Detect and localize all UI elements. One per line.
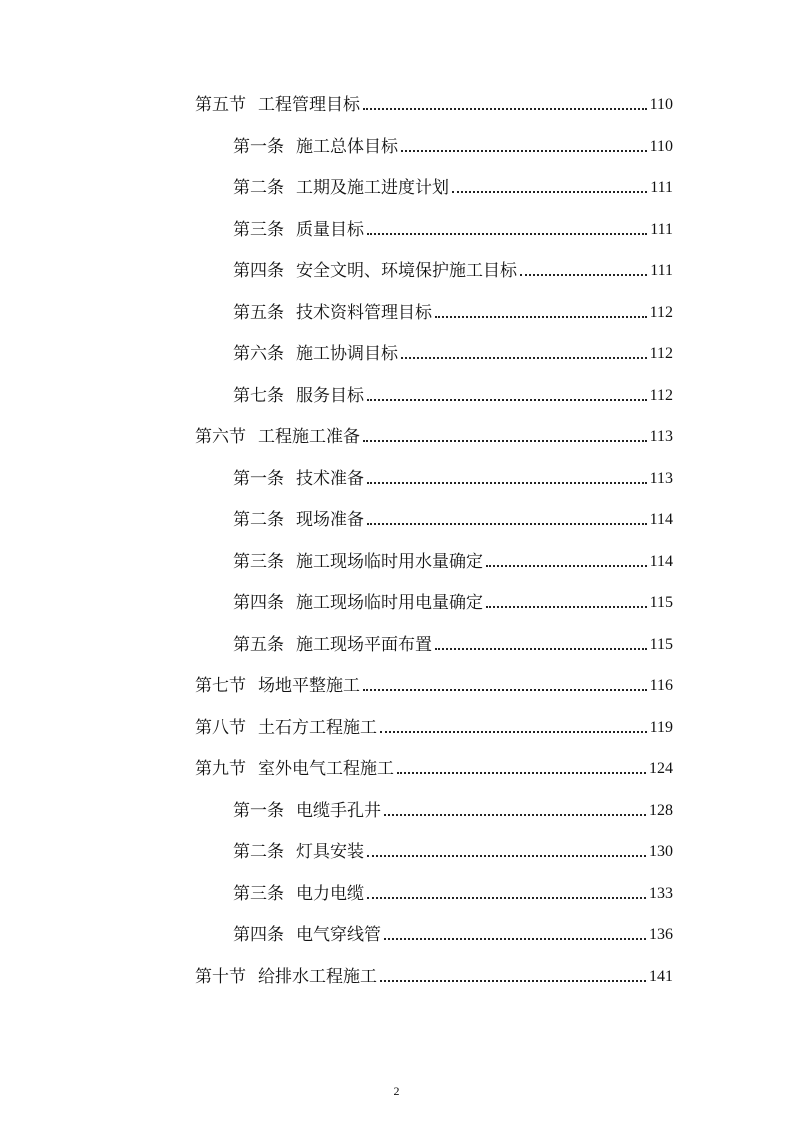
toc-entry-page: 113 (649, 428, 673, 445)
toc-entry[interactable] (233, 877, 673, 905)
toc-leader-dots (384, 814, 646, 816)
toc-entry-number: 第七节 (195, 676, 246, 696)
toc-entry[interactable] (195, 960, 673, 988)
toc-entry[interactable] (233, 918, 673, 946)
toc-entry-page: 112 (649, 345, 673, 362)
toc-leader-dots (363, 108, 647, 110)
toc-entry-page: 112 (649, 387, 673, 404)
toc-entry-title: 施工现场临时用电量确定 (296, 593, 483, 613)
toc-entry[interactable] (233, 835, 673, 863)
toc-entry[interactable] (233, 296, 673, 324)
toc-entry-title: 工程管理目标 (258, 95, 360, 115)
toc-leader-dots (486, 606, 647, 608)
toc-entry-title: 施工协调目标 (296, 344, 398, 364)
toc-leader-dots (397, 772, 646, 774)
toc-entry-page: 119 (649, 719, 673, 736)
toc-leader-dots (486, 565, 647, 567)
toc-entry[interactable] (195, 420, 673, 448)
toc-entry-title: 安全文明、环境保护施工目标 (296, 261, 517, 281)
toc-entry-title: 施工总体目标 (296, 137, 398, 157)
toc-entry-page: 110 (649, 138, 673, 155)
toc-leader-dots (380, 731, 647, 733)
toc-leader-dots (401, 150, 647, 152)
toc-leader-dots (384, 938, 646, 940)
toc-entry[interactable] (233, 254, 673, 282)
toc-entry[interactable] (233, 545, 673, 573)
toc-entry-page: 112 (649, 304, 673, 321)
toc-entry-title: 技术资料管理目标 (296, 303, 432, 323)
toc-leader-dots (367, 233, 647, 235)
toc-entry-title: 给排水工程施工 (258, 967, 377, 987)
toc-entry-title: 质量目标 (296, 220, 364, 240)
toc-entry-page: 128 (649, 802, 673, 819)
toc-leader-dots (401, 357, 647, 359)
toc-entry-number: 第七条 (233, 386, 284, 406)
toc-entry-page: 124 (649, 760, 673, 777)
toc-entry[interactable] (195, 669, 673, 697)
toc-entry-number: 第三条 (233, 884, 284, 904)
toc-entry-number: 第四条 (233, 261, 284, 281)
toc-entry-number: 第六条 (233, 344, 284, 364)
toc-leader-dots (520, 274, 647, 276)
toc-entry-number: 第二条 (233, 510, 284, 530)
toc-entry-title: 施工现场临时用水量确定 (296, 552, 483, 572)
toc-leader-dots (435, 316, 647, 318)
toc-entry-page: 116 (649, 677, 673, 694)
toc-entry-page: 130 (649, 843, 673, 860)
toc-entry[interactable] (195, 711, 673, 739)
toc-entry[interactable] (233, 337, 673, 365)
toc-entry[interactable] (195, 88, 673, 116)
toc-leader-dots (435, 648, 647, 650)
toc-entry-page: 113 (649, 470, 673, 487)
toc-leader-dots (452, 191, 647, 193)
toc-entry-page: 111 (650, 179, 673, 196)
page-number: 2 (393, 1084, 400, 1098)
toc-entry-number: 第三条 (233, 552, 284, 572)
toc-entry-number: 第五节 (195, 95, 246, 115)
toc-leader-dots (363, 440, 647, 442)
toc-entry-number: 第四条 (233, 925, 284, 945)
toc-entry[interactable] (233, 171, 673, 199)
toc-entry[interactable] (233, 794, 673, 822)
toc-entry-title: 室外电气工程施工 (258, 759, 394, 779)
toc-entry-page: 141 (649, 968, 673, 985)
toc-entry-page: 114 (649, 511, 673, 528)
toc-leader-dots (367, 399, 647, 401)
toc-entry[interactable] (233, 503, 673, 531)
toc-entry[interactable] (233, 379, 673, 407)
toc-leader-dots (367, 482, 647, 484)
toc-entry[interactable] (233, 628, 673, 656)
toc-entry[interactable] (233, 586, 673, 614)
toc-entry-number: 第二条 (233, 842, 284, 862)
toc-entry-title: 电气穿线管 (296, 925, 381, 945)
toc-entry[interactable] (233, 130, 673, 158)
toc-entry-number: 第四条 (233, 593, 284, 613)
toc-entry-title: 灯具安装 (296, 842, 364, 862)
toc-entry-title: 施工现场平面布置 (296, 635, 432, 655)
toc-entry-number: 第五条 (233, 635, 284, 655)
toc-entry-page: 111 (650, 221, 673, 238)
toc-entry-page: 133 (649, 885, 673, 902)
toc-entry-number: 第三条 (233, 220, 284, 240)
toc-entry-title: 电缆手孔井 (296, 801, 381, 821)
toc-entry[interactable] (233, 462, 673, 490)
toc-entry-title: 土石方工程施工 (258, 718, 377, 738)
toc-leader-dots (380, 980, 646, 982)
toc-entry-number: 第一条 (233, 469, 284, 489)
toc-entry-title: 工程施工准备 (258, 427, 360, 447)
toc-leader-dots (367, 855, 646, 857)
toc-entry-title: 电力电缆 (296, 884, 364, 904)
toc-entry-title: 工期及施工进度计划 (296, 178, 449, 198)
toc-entry-title: 场地平整施工 (258, 676, 360, 696)
toc-entry-number: 第九节 (195, 759, 246, 779)
toc-entry-number: 第一条 (233, 801, 284, 821)
toc-entry-page: 114 (649, 553, 673, 570)
toc-entry[interactable] (195, 752, 673, 780)
toc-entry-page: 115 (649, 636, 673, 653)
toc-entry-page: 110 (649, 96, 673, 113)
toc-entry-number: 第六节 (195, 427, 246, 447)
toc-leader-dots (367, 897, 646, 899)
toc-entry-title: 服务目标 (296, 386, 364, 406)
toc-entry-number: 第一条 (233, 137, 284, 157)
toc-entry-number: 第二条 (233, 178, 284, 198)
toc-entry-number: 第十节 (195, 967, 246, 987)
toc-entry-page: 136 (649, 926, 673, 943)
toc-leader-dots (367, 523, 647, 525)
toc-entry-number: 第八节 (195, 718, 246, 738)
toc-entry-number: 第五条 (233, 303, 284, 323)
toc-leader-dots (363, 689, 647, 691)
toc-entry-page: 111 (650, 262, 673, 279)
toc-entry[interactable] (233, 213, 673, 241)
toc-entry-page: 115 (649, 594, 673, 611)
toc-entry-title: 技术准备 (296, 469, 364, 489)
toc-entry-title: 现场准备 (296, 510, 364, 530)
